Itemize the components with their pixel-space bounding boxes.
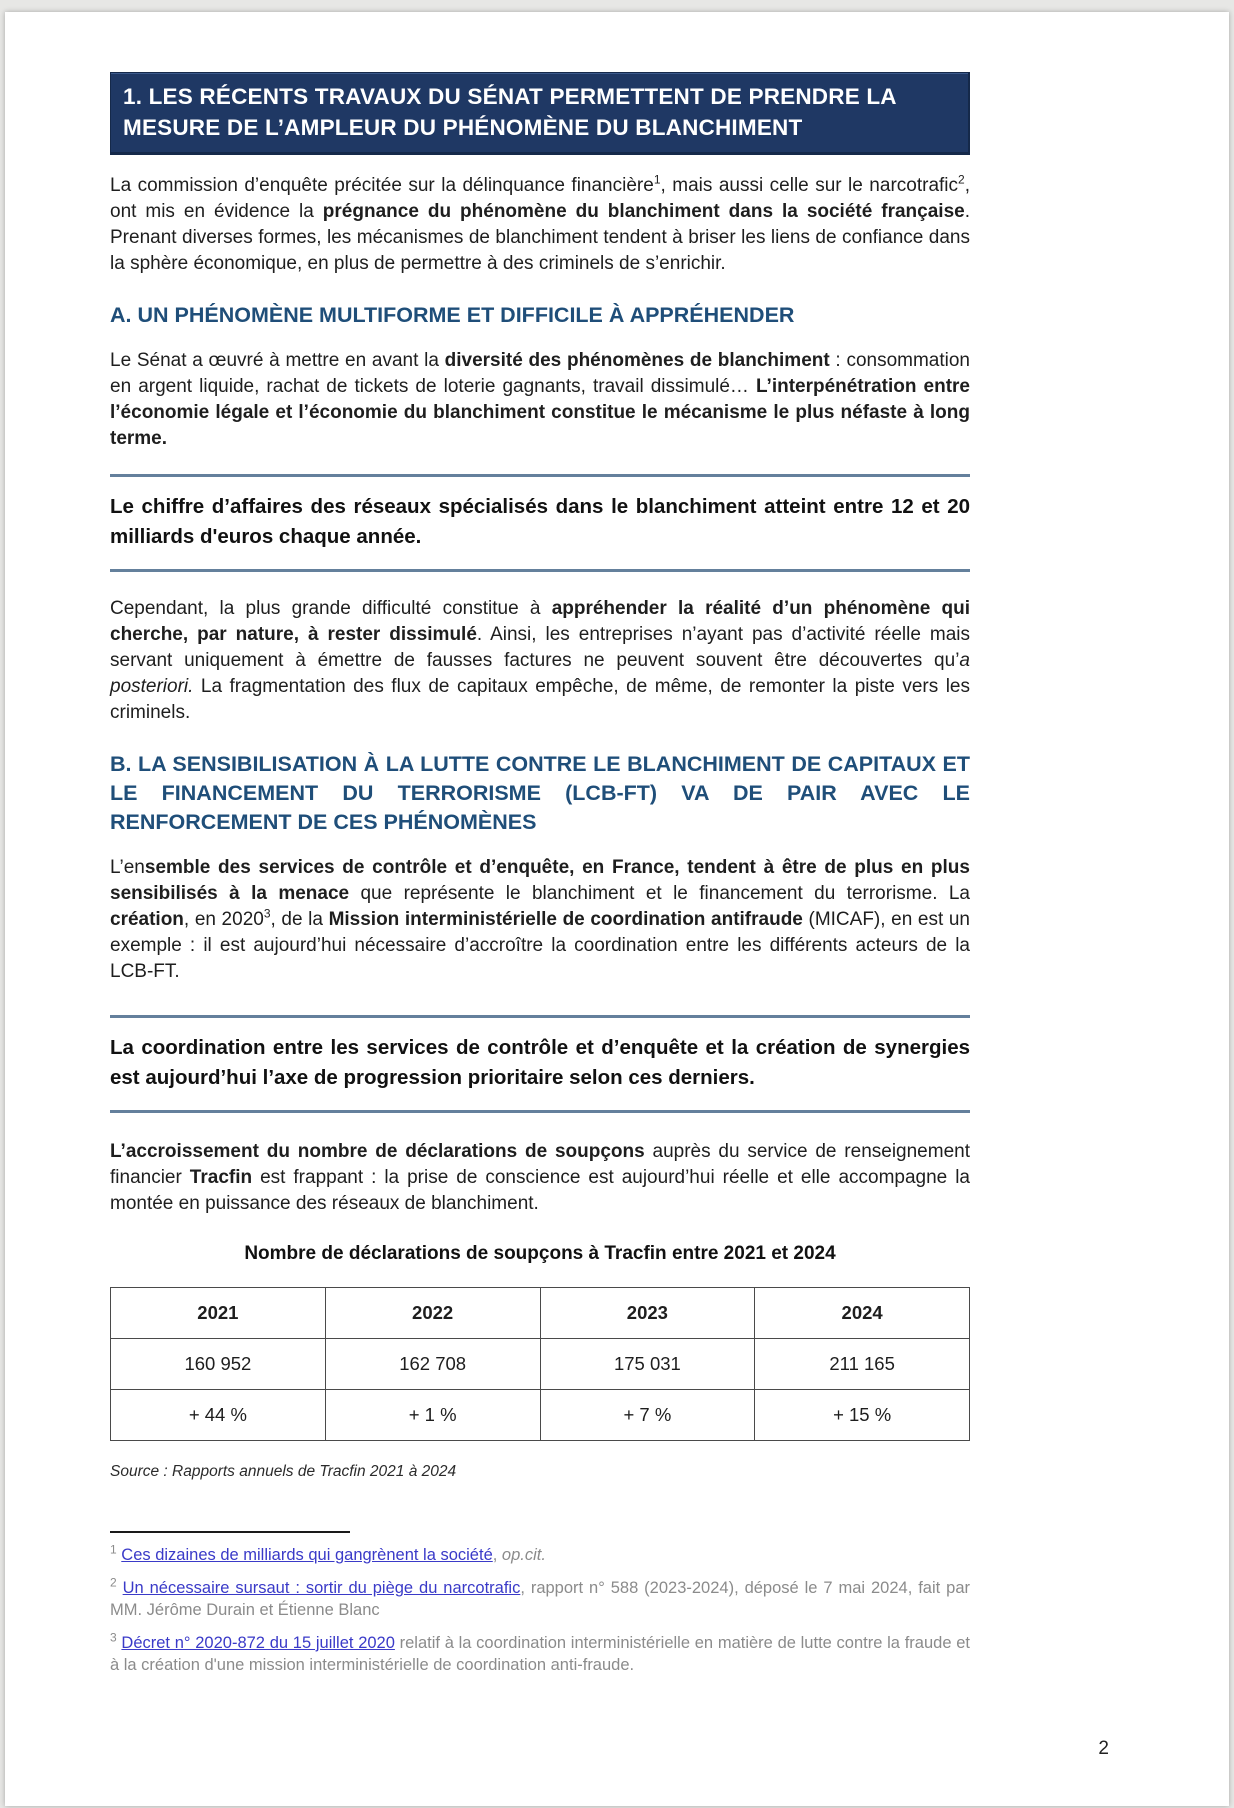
text-run: : consommation en argent liquide, rachat de tickets de loterie gagnants, travail dissimulé… [110, 350, 970, 397]
year-header-2021: 2021 [111, 1288, 326, 1339]
text-run: relatif à la coordination interministérielle en matière de lutte contre la fraude et à la création d'une mission interministérielle de coordination anti-fraude. [110, 1634, 970, 1674]
text-run: prégnance du phénomène du blanchiment dans la société française [322, 201, 965, 222]
text-run: 1 [653, 172, 661, 187]
table-row-growth [111, 1390, 970, 1441]
text-run: La fragmentation des flux de capitaux empêche, de même, de remonter la piste vers les criminels. [110, 676, 970, 723]
text-run: Tracfin [189, 1167, 253, 1188]
table-row-counts [111, 1339, 970, 1390]
text-run: auprès du service de renseignement financier [110, 1141, 970, 1188]
growth-2021: + 44 % [111, 1390, 326, 1441]
text-run: Le Sénat a œuvré à mettre en avant la [110, 350, 445, 371]
text-run: L’en [110, 857, 145, 878]
table-title: Nombre de déclarations de soupçons à Tracfin entre 2021 et 2024 [244, 1243, 836, 1264]
count-2023: 175 031 [540, 1339, 755, 1390]
text-run: . Ainsi, les entreprises n’ayant pas d’activité réelle mais servant uniquement à émettre de fausses factures ne peuvent souvent être découvertes qu’ [110, 624, 970, 671]
callout-coordination-text: La coordination entre les services de contrôle et d’enquête et la création de synergies est aujourd’hui l’axe de progression prioritaire selon ces derniers. [110, 1036, 970, 1089]
footnote-1 [110, 1544, 970, 1566]
text-run: , en 2020 [183, 909, 264, 930]
text-run: est frappant : la prise de conscience est aujourd’hui réelle et elle accompagne la montée en puissance des réseaux de blanchiment. [110, 1167, 970, 1214]
count-2024: 211 165 [755, 1339, 970, 1390]
footnote-link-3[interactable]: Décret n° 2020-872 du 15 juillet 2020 [121, 1634, 395, 1652]
section-a-paragraph-1 [110, 348, 970, 452]
growth-2024: + 15 % [755, 1390, 970, 1441]
text-run: , [492, 1546, 502, 1564]
text-run: 1 [110, 1542, 117, 1557]
growth-2022: + 1 % [325, 1390, 540, 1441]
year-header-2023: 2023 [540, 1288, 755, 1339]
text-run: 2 [110, 1575, 117, 1590]
text-run: création [110, 909, 184, 930]
text-run: que représente le blanchiment et le financement du terrorisme. La [349, 883, 970, 904]
count-2022: 162 708 [325, 1339, 540, 1390]
text-run: diversité des phénomènes de blanchiment [444, 350, 830, 371]
callout-turnover [110, 474, 970, 572]
text-run: appréhender la réalité d’un phénomène qui cherche, par nature, à rester dissimulé [110, 598, 970, 645]
count-2021: 160 952 [111, 1339, 326, 1390]
text-run: L’accroissement du nombre de déclarations de soupçons [110, 1141, 645, 1162]
year-header-2022: 2022 [325, 1288, 540, 1339]
section-b-paragraph-2 [110, 1139, 970, 1217]
text-run: Cependant, la plus grande difficulté constitue à [110, 598, 552, 619]
footnote-2 [110, 1577, 970, 1621]
text-run: , mais aussi celle sur le narcotrafic [660, 175, 959, 196]
intro-paragraph [110, 173, 970, 277]
callout-turnover-text: Le chiffre d’affaires des réseaux spécialisés dans le blanchiment atteint entre 12 et 20 milliards d'euros chaque année. [110, 495, 970, 548]
table-source: Source : Rapports annuels de Tracfin 2021 à 2024 [110, 1463, 457, 1480]
table-header-row [111, 1288, 970, 1339]
document-page [5, 12, 1229, 1806]
section-a-heading: A. UN PHÉNOMÈNE MULTIFORME ET DIFFICILE À APPRÉHENDER [110, 303, 795, 327]
section-a-paragraph-2 [110, 596, 970, 726]
text-run: 2 [958, 172, 965, 187]
footnote-3 [110, 1632, 970, 1676]
page-content [110, 12, 970, 1676]
section-b-heading: B. LA SENSIBILISATION À LA LUTTE CONTRE LE BLANCHIMENT DE CAPITAUX ET LE FINANCEMENT DU TERRORISME (LCB-FT) VA DE PAIR AVEC LE RENFORCEMENT DE CES PHÉNOMÈNES [110, 752, 970, 834]
text-run: Mission interministérielle de coordination antifraude [328, 909, 803, 930]
text-run: , de la [270, 909, 329, 930]
footnote-separator [110, 1531, 350, 1533]
text-run: semble des services de contrôle et d’enquête, en France, tendent à être de plus en plus sensibilisés à la menace [110, 857, 970, 904]
text-run: L’interpénétration entre l’économie légale et l’économie du blanchiment constitue le mécanisme le plus néfaste à long terme. [110, 376, 970, 449]
footnote-link-1[interactable]: Ces dizaines de milliards qui gangrènent la société [121, 1546, 493, 1564]
growth-2023: + 7 % [540, 1390, 755, 1441]
page-number: 2 [1098, 1738, 1109, 1759]
section-1-title: 1. LES RÉCENTS TRAVAUX DU SÉNAT PERMETTENT DE PRENDRE LA MESURE DE L’AMPLEUR DU PHÉNOMÈNE DU BLANCHIMENT [123, 84, 896, 140]
tracfin-declarations-table [110, 1287, 970, 1441]
year-header-2024: 2024 [755, 1288, 970, 1339]
section-1-banner [110, 72, 970, 155]
text-run: a posteriori. [110, 650, 970, 697]
section-b-paragraph-1 [110, 855, 970, 985]
text-run: (MICAF), en est un exemple : il est aujourd’hui nécessaire d’accroître la coordination entre les différents acteurs de la LCB-FT. [110, 909, 970, 982]
text-run: La commission d’enquête précitée sur la délinquance financière [110, 175, 654, 196]
text-run: 3 [263, 906, 271, 921]
text-run: , ont mis en évidence la [110, 175, 970, 222]
text-run: 3 [110, 1630, 117, 1645]
footnote-link-2[interactable]: Un nécessaire sursaut : sortir du piège du narcotrafic [122, 1579, 521, 1597]
callout-coordination [110, 1015, 970, 1113]
text-run: . Prenant diverses formes, les mécanismes de blanchiment tendent à briser les liens de confiance dans la sphère économique, en plus de permettre à des criminels de s’enrichir. [110, 201, 970, 274]
text-run: , rapport n° 588 (2023-2024), déposé le 7 mai 2024, fait par MM. Jérôme Durain et Étienne Blanc [110, 1579, 970, 1619]
text-run: op.cit. [501, 1546, 546, 1564]
